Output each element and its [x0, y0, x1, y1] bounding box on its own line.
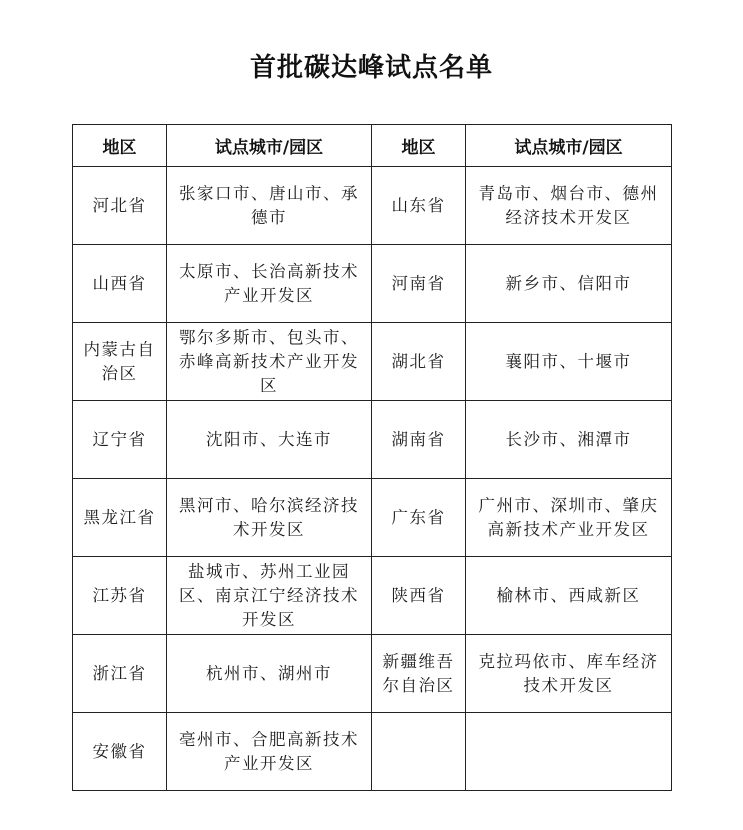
- region-cell: 河南省: [372, 245, 466, 323]
- sites-cell: 亳州市、合肥高新技术产业开发区: [167, 713, 372, 791]
- region-cell: 新疆维吾尔自治区: [372, 635, 466, 713]
- table-row: [73, 557, 672, 635]
- region-cell: 湖北省: [372, 323, 466, 401]
- region-cell: 陕西省: [372, 557, 466, 635]
- region-cell: 辽宁省: [73, 401, 167, 479]
- region-cell: 江苏省: [73, 557, 167, 635]
- header-region-left: 地区: [73, 125, 167, 167]
- sites-cell: 长沙市、湘潭市: [466, 401, 672, 479]
- table-row: [73, 167, 672, 245]
- table-row: [73, 479, 672, 557]
- document-title: 首批碳达峰试点名单: [249, 53, 493, 83]
- table-header-row: [73, 125, 672, 167]
- sites-cell: 襄阳市、十堰市: [466, 323, 672, 401]
- sites-cell: 榆林市、西咸新区: [466, 557, 672, 635]
- sites-cell: 广州市、深圳市、肇庆高新技术产业开发区: [466, 479, 672, 557]
- sites-cell: 新乡市、信阳市: [466, 245, 672, 323]
- sites-cell: 张家口市、唐山市、承德市: [167, 167, 372, 245]
- region-cell: 黑龙江省: [73, 479, 167, 557]
- sites-cell: 黑河市、哈尔滨经济技术开发区: [167, 479, 372, 557]
- sites-cell: 克拉玛依市、库车经济技术开发区: [466, 635, 672, 713]
- region-cell: 河北省: [73, 167, 167, 245]
- sites-cell: 太原市、长治高新技术产业开发区: [167, 245, 372, 323]
- region-cell-empty: [372, 713, 466, 791]
- region-cell: 山西省: [73, 245, 167, 323]
- region-cell: 广东省: [372, 479, 466, 557]
- table-row: [73, 323, 672, 401]
- region-cell: 湖南省: [372, 401, 466, 479]
- header-sites-left: 试点城市/园区: [167, 125, 372, 167]
- sites-cell-empty: [466, 713, 672, 791]
- table-row: [73, 713, 672, 791]
- sites-cell: 鄂尔多斯市、包头市、赤峰高新技术产业开发区: [167, 323, 372, 401]
- header-region-right: 地区: [372, 125, 466, 167]
- sites-cell: 沈阳市、大连市: [167, 401, 372, 479]
- header-sites-right: 试点城市/园区: [466, 125, 672, 167]
- sites-cell: 盐城市、苏州工业园区、南京江宁经济技术开发区: [167, 557, 372, 635]
- region-cell: 内蒙古自治区: [73, 323, 167, 401]
- pilot-list-table: [72, 124, 672, 791]
- sites-cell: 青岛市、烟台市、德州经济技术开发区: [466, 167, 672, 245]
- region-cell: 山东省: [372, 167, 466, 245]
- table-row: [73, 245, 672, 323]
- table-row: [73, 401, 672, 479]
- region-cell: 安徽省: [73, 713, 167, 791]
- sites-cell: 杭州市、湖州市: [167, 635, 372, 713]
- region-cell: 浙江省: [73, 635, 167, 713]
- table-row: [73, 635, 672, 713]
